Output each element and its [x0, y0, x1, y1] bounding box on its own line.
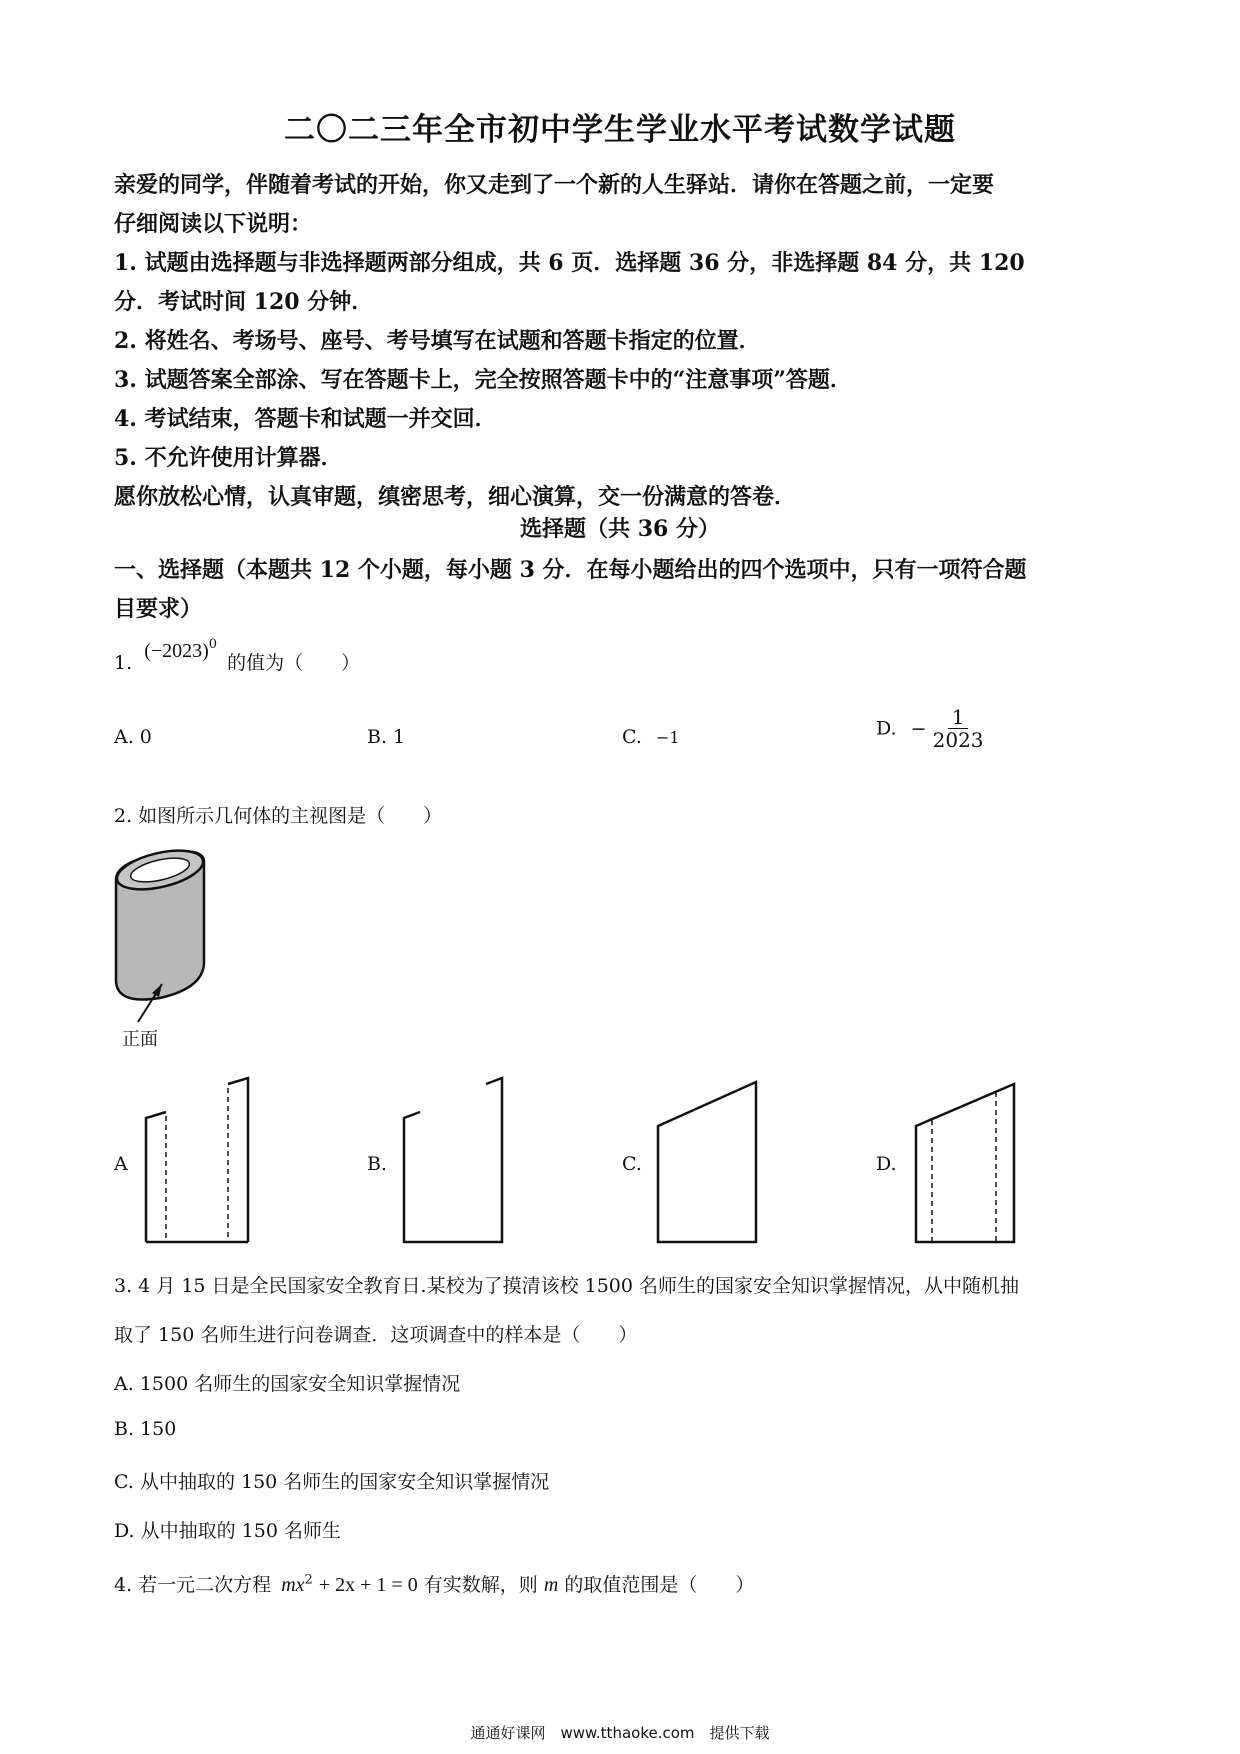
rule-1-line-2: 分．考试时间 120 分钟．: [114, 289, 374, 315]
q1-option-d: [876, 706, 984, 751]
question-4-middle: 有实数解，则: [423, 1574, 538, 1596]
q3-option-a: A. 1500 名师生的国家安全知识掌握情况: [114, 1373, 461, 1395]
intro-greeting-line-1: 亲爱的同学，伴随着考试的开始，你又走到了一个新的人生驿站．请你在答题之前，一定要: [114, 172, 995, 198]
q2-option-b-label: B.: [367, 1153, 388, 1175]
q1-option-d-denominator: 2023: [932, 728, 984, 752]
q1-option-a: A. 0: [114, 726, 152, 748]
q2-option-a-label: A: [114, 1153, 128, 1175]
q3-option-d: D. 从中抽取的 150 名师生: [114, 1520, 341, 1542]
footer-source: 通通好课网 www.tthaoke.com 提供下载: [470, 1724, 770, 1742]
question-3-line-2: 取了 150 名师生进行问卷调查．这项调查中的样本是（ ）: [114, 1324, 638, 1346]
exam-title: 二〇二三年全市初中学生学业水平考试数学试题: [284, 112, 956, 148]
section-heading: 选择题（共 36 分）: [520, 516, 720, 542]
question-4-equation-exponent: 2: [304, 1572, 313, 1588]
part-one-instructions-line-2: 目要求）: [114, 596, 203, 622]
part-one-instructions-line-1: 一、选择题（本题共 12 个小题，每小题 3 分．在每小题给出的四个选项中，只有一项符合题: [114, 557, 1027, 583]
rule-2: 2. 将姓名、考场号、座号、考号填写在试题和答题卡指定的位置．: [114, 328, 761, 354]
rule-4: 4. 考试结束，答题卡和试题一并交回．: [114, 406, 497, 432]
question-2: 2. 如图所示几何体的主视图是（ ）: [114, 805, 443, 827]
q3-option-b: B. 150: [114, 1418, 177, 1440]
q2-option-c-label: C.: [622, 1153, 642, 1175]
rule-5: 5. 不允许使用计算器．: [114, 445, 343, 471]
q2-figure-label: 正面: [122, 1029, 158, 1050]
question-1-text: 的值为（ ）: [227, 652, 361, 674]
q2-option-b-figure: [398, 1076, 508, 1246]
q1-option-d-sign: −: [910, 717, 927, 740]
intro-closing: 愿你放松心情，认真审题，缜密思考，细心演算，交一份满意的答卷．: [114, 484, 797, 510]
question-1-base: (−2023): [144, 640, 209, 662]
question-4-equation-m: mx: [281, 1574, 305, 1596]
question-4-equation-rest: + 2x + 1 = 0: [318, 1574, 418, 1596]
q1-option-d-fraction: [933, 706, 984, 751]
rule-3: 3. 试题答案全部涂、写在答题卡上，完全按照答题卡中的“注意事项”答题．: [114, 367, 852, 393]
intro-greeting-line-2: 仔细阅读以下说明：: [114, 211, 313, 237]
q2-option-c-figure: [652, 1076, 762, 1246]
q2-option-a-figure: [140, 1076, 250, 1246]
q1-option-d-label: D.: [876, 717, 897, 740]
question-4: [114, 1570, 754, 1597]
q2-option-d-label: D.: [876, 1153, 897, 1175]
q1-option-c-label: C.: [622, 726, 642, 748]
question-4-prefix: 4. 若一元二次方程: [114, 1574, 272, 1596]
q1-option-c: [622, 726, 680, 748]
q3-option-c: C. 从中抽取的 150 名师生的国家安全知识掌握情况: [114, 1471, 550, 1493]
q2-solid-figure: [108, 850, 218, 1000]
question-4-suffix: 的取值范围是（ ）: [564, 1574, 755, 1596]
q1-option-c-value: −1: [655, 728, 680, 747]
question-1-number: 1.: [114, 652, 133, 674]
rule-1-line-1: 1. 试题由选择题与非选择题两部分组成，共 6 页．选择题 36 分，非选择题 84 分，共 120: [114, 250, 1025, 276]
question-1: [114, 636, 361, 675]
q1-option-b: B. 1: [367, 726, 406, 748]
q2-option-d-figure: [910, 1076, 1020, 1246]
question-4-variable-m: m: [543, 1574, 559, 1596]
q1-option-d-numerator: 1: [948, 706, 969, 729]
question-1-exponent: 0: [208, 636, 218, 652]
question-3-line-1: 3. 4 月 15 日是全民国家安全教育日.某校为了摸清该校 1500 名师生的国家安全知识掌握情况，从中随机抽: [114, 1275, 1020, 1297]
